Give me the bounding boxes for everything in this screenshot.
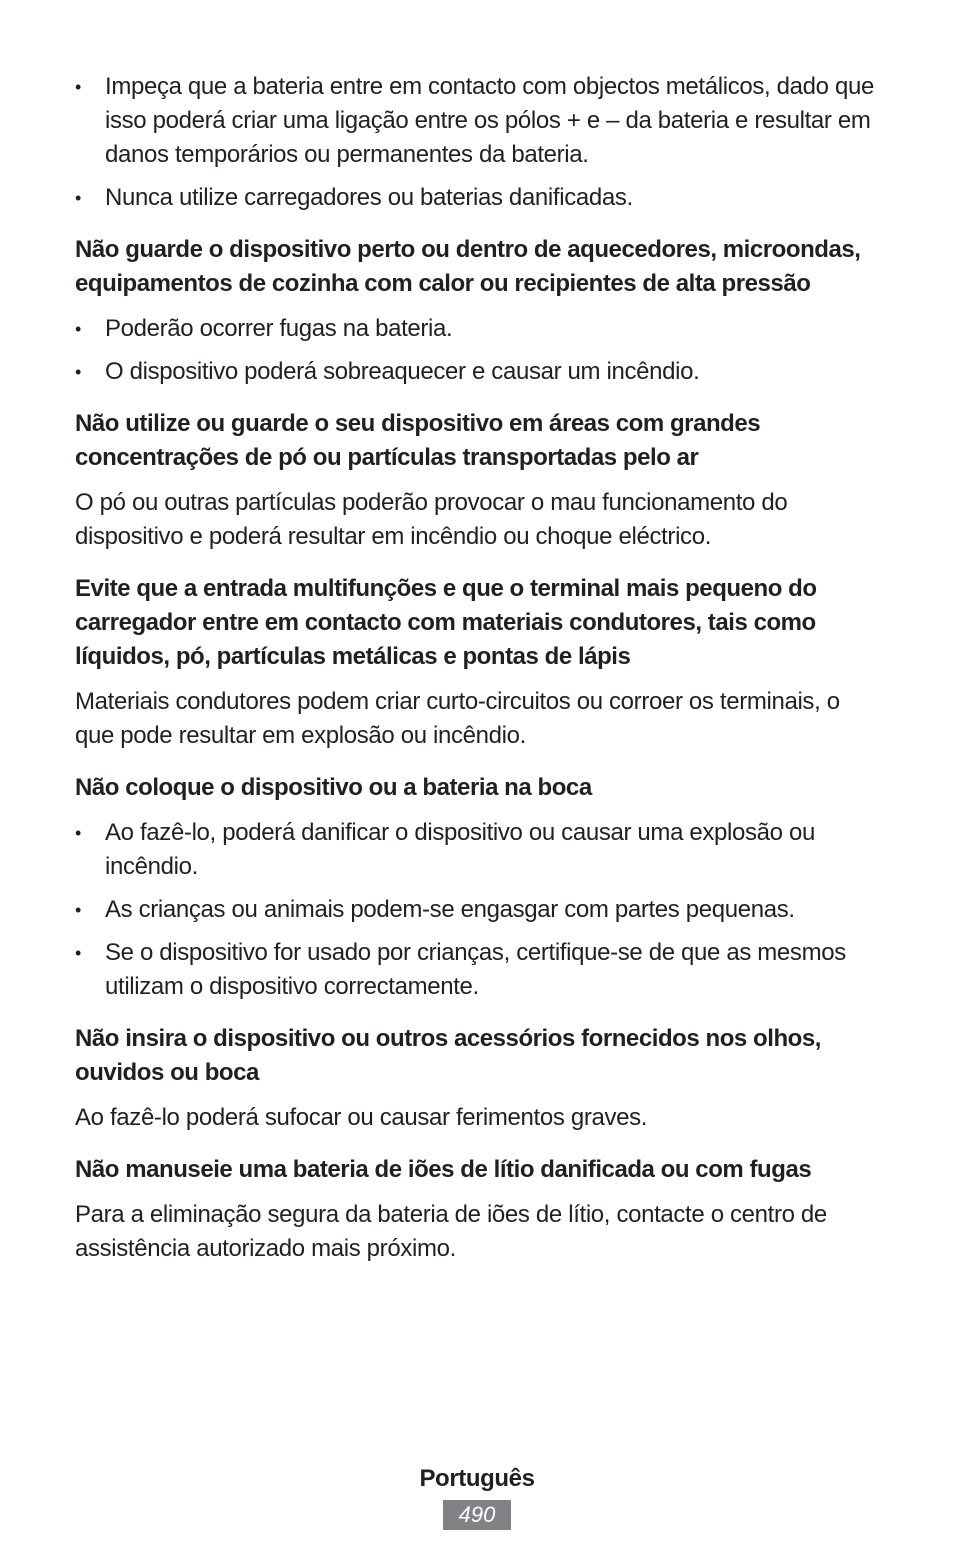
page-footer — [0, 1464, 954, 1530]
list-item-text: Nunca utilize carregadores ou baterias danificadas. — [105, 184, 633, 211]
section-heading-eyes: Não insira o dispositivo ou outros acessórios fornecidos nos olhos, ouvidos ou boca — [75, 1025, 821, 1086]
bullet-icon: • — [75, 362, 81, 382]
list-item — [75, 181, 885, 215]
bullet-icon: • — [75, 319, 81, 339]
section-body-eyes: Ao fazê-lo poderá sufocar ou causar ferimentos graves. — [75, 1104, 648, 1131]
section-heading-conductive: Evite que a entrada multifunções e que o terminal mais pequeno do carregador entre em contacto com materiais condutores, tais como líquidos, pó, partículas metálicas e pontas de lápis — [75, 575, 817, 670]
list-item — [75, 70, 885, 172]
bullet-icon: • — [75, 188, 81, 208]
section-body-lithium: Para a eliminação segura da bateria de iões de lítio, contacte o centro de assistência autorizado mais próximo. — [75, 1201, 827, 1262]
list-item — [75, 312, 885, 346]
page-number-badge: 490 — [443, 1500, 511, 1530]
list-item-text: Ao fazê-lo, poderá danificar o dispositivo ou causar uma explosão ou incêndio. — [105, 819, 815, 880]
section-heading-lithium: Não manuseie uma bateria de iões de lítio danificada ou com fugas — [75, 1156, 812, 1183]
list-item — [75, 355, 885, 389]
intro-bullet-list — [75, 70, 885, 215]
bullet-icon: • — [75, 900, 81, 920]
bullet-icon: • — [75, 77, 81, 97]
section-heading-heaters: Não guarde o dispositivo perto ou dentro de aquecedores, microondas, equipamentos de cozinha com calor ou recipientes de alta pressão — [75, 236, 861, 297]
page-content — [75, 70, 885, 1275]
section-heading-dust: Não utilize ou guarde o seu dispositivo em áreas com grandes concentrações de pó ou partículas transportadas pelo ar — [75, 410, 761, 471]
list-item — [75, 936, 885, 1004]
list-item — [75, 893, 885, 927]
mouth-bullet-list — [75, 816, 885, 1004]
list-item — [75, 816, 885, 884]
footer-language: Português — [419, 1465, 535, 1492]
section-heading-mouth: Não coloque o dispositivo ou a bateria na boca — [75, 774, 592, 801]
section-body-dust: O pó ou outras partículas poderão provocar o mau funcionamento do dispositivo e poderá resultar em incêndio ou choque eléctrico. — [75, 489, 788, 550]
list-item-text: Se o dispositivo for usado por crianças, certifique-se de que as mesmos utilizam o dispositivo correctamente. — [105, 939, 846, 1000]
list-item-text: O dispositivo poderá sobreaquecer e causar um incêndio. — [105, 358, 700, 385]
list-item-text: As crianças ou animais podem-se engasgar com partes pequenas. — [105, 896, 795, 923]
section-body-conductive: Materiais condutores podem criar curto-circuitos ou corroer os terminais, o que pode resultar em explosão ou incêndio. — [75, 688, 840, 749]
list-item-text: Poderão ocorrer fugas na bateria. — [105, 315, 453, 342]
bullet-icon: • — [75, 823, 81, 843]
list-item-text: Impeça que a bateria entre em contacto com objectos metálicos, dado que isso poderá criar uma ligação entre os pólos + e – da bateria e resultar em danos temporários ou permanentes da bateria. — [105, 73, 874, 168]
bullet-icon: • — [75, 943, 81, 963]
heaters-bullet-list — [75, 312, 885, 389]
